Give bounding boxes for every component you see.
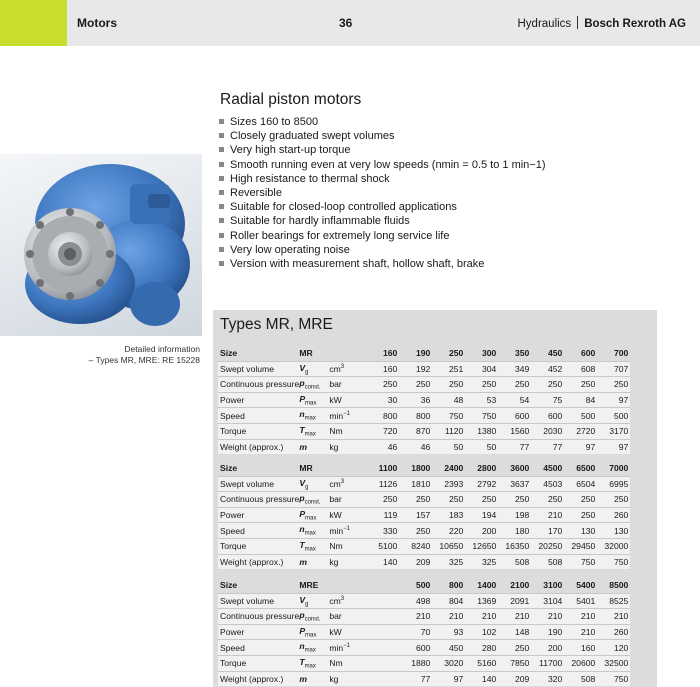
cell-value: 190	[531, 624, 564, 640]
cell-value: 97	[432, 671, 465, 686]
cell-value: 120	[597, 640, 630, 656]
page-number: 36	[339, 16, 353, 30]
feature-item: Smooth running even at very low speeds (nmin = 0.5 to 1 min−1)	[219, 158, 546, 172]
specs-table-mr-large	[218, 461, 630, 569]
row-unit: kg	[329, 554, 366, 569]
cell-value: 53	[465, 392, 498, 408]
cell-value: 70	[399, 624, 432, 640]
square-bullet-icon	[219, 218, 224, 223]
cell-value: 11700	[531, 655, 564, 671]
row-label: Speed	[218, 640, 299, 656]
header-accent-block	[0, 0, 67, 46]
cell-value: 250	[366, 377, 399, 393]
cell-value: 3104	[531, 593, 564, 609]
row-label: Power	[218, 624, 299, 640]
feature-item: Version with measurement shaft, hollow shaft, brake	[219, 257, 546, 271]
cell-value: 8525	[597, 593, 630, 609]
cell-value: 250	[597, 377, 630, 393]
type-label: MR	[299, 348, 313, 359]
row-label: Continuous pressure	[218, 492, 299, 508]
cell-value: 250	[564, 377, 597, 393]
cell-value: 750	[465, 408, 498, 424]
feature-item: Roller bearings for extremely long service life	[219, 229, 546, 243]
table-row	[218, 609, 630, 625]
table-row	[218, 554, 630, 569]
feature-item: Suitable for closed-loop controlled applications	[219, 200, 546, 214]
row-unit: $cm^3$	[329, 593, 366, 609]
table-row	[218, 507, 630, 523]
size-value: 3100	[543, 580, 563, 591]
size-value: 190	[415, 348, 431, 359]
cell-value: 750	[597, 554, 630, 569]
cell-value: 200	[465, 523, 498, 539]
cell-value: 800	[399, 408, 432, 424]
table-row	[218, 671, 630, 686]
table-row	[218, 423, 630, 439]
row-label: Weight (approx.)	[218, 671, 299, 686]
cell-value: 3020	[432, 655, 465, 671]
cell-value: 870	[399, 423, 432, 439]
unit-header-spacer	[329, 461, 366, 476]
cell-value: 325	[465, 554, 498, 569]
row-label: Torque	[218, 538, 299, 554]
cell-value: 8240	[399, 538, 432, 554]
size-value: 6500	[576, 463, 596, 474]
cell-value: 32000	[597, 538, 630, 554]
cell-value	[366, 593, 399, 609]
cell-value: 804	[432, 593, 465, 609]
cell-value: 250	[564, 507, 597, 523]
cell-value: 77	[399, 671, 432, 686]
table-row	[218, 593, 630, 609]
row-label: Speed	[218, 523, 299, 539]
cell-value: 508	[498, 554, 531, 569]
types-title: Types MR, MRE	[220, 316, 333, 333]
cell-value: 12650	[465, 538, 498, 554]
table-row	[218, 377, 630, 393]
table-row	[218, 492, 630, 508]
cell-value: 250	[465, 377, 498, 393]
cell-value: 500	[564, 408, 597, 424]
size-value: 2100	[510, 580, 530, 591]
cell-value: 119	[366, 507, 399, 523]
brand	[518, 16, 687, 30]
cell-value: 102	[465, 624, 498, 640]
cell-value: 32500	[597, 655, 630, 671]
row-label: Power	[218, 507, 299, 523]
size-value: 2400	[444, 463, 464, 474]
cell-value: 750	[597, 671, 630, 686]
row-symbol: $n_{max}$	[299, 523, 329, 539]
cell-value: 2720	[564, 423, 597, 439]
feature-item: Suitable for hardly inflammable fluids	[219, 214, 546, 228]
cell-value: 800	[366, 408, 399, 424]
cell-value: 2091	[498, 593, 531, 609]
row-symbol: m	[299, 671, 329, 686]
cell-value: 707	[597, 361, 630, 377]
cell-value: 210	[432, 609, 465, 625]
row-symbol: $V_g$	[299, 593, 329, 609]
size-value: 600	[580, 348, 596, 359]
row-unit: bar	[329, 377, 366, 393]
cell-value	[366, 609, 399, 625]
cell-value: 97	[597, 439, 630, 454]
cell-value: 250	[531, 492, 564, 508]
feature-item: Sizes 160 to 8500	[219, 115, 546, 129]
row-label: Swept volume	[218, 361, 299, 377]
cell-value: 500	[597, 408, 630, 424]
square-bullet-icon	[219, 147, 224, 152]
size-value: 700	[613, 348, 629, 359]
cell-value: 325	[432, 554, 465, 569]
row-unit: $\min^{-1}$	[329, 640, 366, 656]
cell-value: 210	[531, 507, 564, 523]
size-value: 5400	[576, 580, 596, 591]
row-label: Torque	[218, 423, 299, 439]
row-symbol: m	[299, 439, 329, 454]
row-label: Power	[218, 392, 299, 408]
cell-value: 330	[366, 523, 399, 539]
row-label: Weight (approx.)	[218, 439, 299, 454]
cell-value: 194	[465, 507, 498, 523]
cell-value: 2393	[432, 476, 465, 492]
cell-value: 1880	[399, 655, 432, 671]
cell-value: 260	[597, 507, 630, 523]
cell-value: 600	[399, 640, 432, 656]
page-main-title: Radial piston motors	[220, 91, 362, 108]
type-label: MRE	[299, 580, 319, 591]
specs-table-mr-small	[218, 346, 630, 454]
row-unit: Nm	[329, 655, 366, 671]
cell-value: 36	[399, 392, 432, 408]
brand-company: Bosch Rexroth AG	[584, 18, 686, 30]
row-unit: $cm^3$	[329, 361, 366, 377]
type-label: MR	[299, 463, 313, 474]
row-label: Swept volume	[218, 593, 299, 609]
cell-value: 50	[432, 439, 465, 454]
cell-value: 209	[498, 671, 531, 686]
cell-value: 5401	[564, 593, 597, 609]
cell-value: 250	[432, 377, 465, 393]
square-bullet-icon	[219, 119, 224, 124]
cell-value: 250	[597, 492, 630, 508]
cell-value: 209	[399, 554, 432, 569]
cell-value: 198	[498, 507, 531, 523]
cell-value: 600	[498, 408, 531, 424]
table-row	[218, 523, 630, 539]
row-symbol: $V_g$	[299, 476, 329, 492]
cell-value: 450	[432, 640, 465, 656]
cell-value: 250	[399, 492, 432, 508]
row-unit: Nm	[329, 538, 366, 554]
cell-value: 140	[366, 554, 399, 569]
row-unit: Nm	[329, 423, 366, 439]
feature-item: High resistance to thermal shock	[219, 172, 546, 186]
size-value: 350	[514, 348, 530, 359]
cell-value: 250	[531, 377, 564, 393]
size-value: 2800	[477, 463, 497, 474]
cell-value: 160	[564, 640, 597, 656]
size-value: 1800	[411, 463, 431, 474]
cell-value: 148	[498, 624, 531, 640]
cell-value: 46	[366, 439, 399, 454]
row-symbol: $n_{max}$	[299, 408, 329, 424]
radial-piston-motor-illustration	[0, 154, 202, 336]
cell-value: 192	[399, 361, 432, 377]
row-symbol: $P_{max}$	[299, 624, 329, 640]
cell-value: 20250	[531, 538, 564, 554]
table-row	[218, 538, 630, 554]
feature-item: Very high start-up torque	[219, 143, 546, 157]
square-bullet-icon	[219, 133, 224, 138]
cell-value: 210	[531, 609, 564, 625]
cell-value: 750	[432, 408, 465, 424]
cell-value: 75	[531, 392, 564, 408]
size-label: Size	[220, 348, 238, 359]
cell-value: 77	[531, 439, 564, 454]
square-bullet-icon	[219, 261, 224, 266]
cell-value: 250	[465, 492, 498, 508]
cell-value: 210	[465, 609, 498, 625]
cell-value: 30	[366, 392, 399, 408]
row-label: Continuous pressure	[218, 609, 299, 625]
table-row	[218, 655, 630, 671]
feature-item: Closely graduated swept volumes	[219, 129, 546, 143]
cell-value: 600	[531, 408, 564, 424]
table-row	[218, 476, 630, 492]
row-label: Continuous pressure	[218, 377, 299, 393]
cell-value: 508	[564, 671, 597, 686]
table-row	[218, 392, 630, 408]
square-bullet-icon	[219, 176, 224, 181]
unit-header-spacer	[329, 346, 366, 361]
size-value: 300	[481, 348, 497, 359]
row-unit: kW	[329, 624, 366, 640]
size-value: 1400	[477, 580, 497, 591]
row-unit: $\min^{-1}$	[329, 408, 366, 424]
cell-value: 320	[531, 671, 564, 686]
row-symbol: m	[299, 554, 329, 569]
cell-value: 250	[399, 523, 432, 539]
cell-value: 4503	[531, 476, 564, 492]
row-symbol: $P_{max}$	[299, 392, 329, 408]
size-value: 7000	[609, 463, 629, 474]
row-unit: kg	[329, 671, 366, 686]
table-row	[218, 624, 630, 640]
row-unit: $cm^3$	[329, 476, 366, 492]
cell-value: 130	[564, 523, 597, 539]
cell-value: 5100	[366, 538, 399, 554]
section-title: Motors	[77, 16, 117, 30]
cell-value: 250	[366, 492, 399, 508]
cell-value: 349	[498, 361, 531, 377]
size-value: 800	[448, 580, 464, 591]
table-row	[218, 640, 630, 656]
cell-value: 1560	[498, 423, 531, 439]
cell-value: 54	[498, 392, 531, 408]
cell-value: 210	[399, 609, 432, 625]
cell-value: 250	[498, 377, 531, 393]
size-value: 450	[547, 348, 563, 359]
cell-value: 3170	[597, 423, 630, 439]
cell-value: 84	[564, 392, 597, 408]
cell-value: 750	[564, 554, 597, 569]
cell-value: 7850	[498, 655, 531, 671]
cell-value: 1810	[399, 476, 432, 492]
cell-value: 160	[366, 361, 399, 377]
cell-value: 720	[366, 423, 399, 439]
table-row	[218, 361, 630, 377]
size-value: 8500	[609, 580, 629, 591]
row-label: Torque	[218, 655, 299, 671]
cell-value: 452	[531, 361, 564, 377]
cell-value: 250	[498, 640, 531, 656]
cell-value	[366, 624, 399, 640]
cell-value: 170	[531, 523, 564, 539]
cell-value: 6995	[597, 476, 630, 492]
page-header	[0, 0, 700, 46]
motor-photo	[0, 154, 202, 336]
cell-value: 48	[432, 392, 465, 408]
size-header-row	[218, 461, 630, 476]
size-value: 4500	[543, 463, 563, 474]
row-symbol: $T_{max}$	[299, 655, 329, 671]
row-symbol: $T_{max}$	[299, 538, 329, 554]
row-unit: kW	[329, 392, 366, 408]
cell-value: 93	[432, 624, 465, 640]
cell-value: 183	[432, 507, 465, 523]
cell-value: 210	[498, 609, 531, 625]
cell-value: 97	[564, 439, 597, 454]
cell-value: 46	[399, 439, 432, 454]
square-bullet-icon	[219, 247, 224, 252]
cell-value: 5160	[465, 655, 498, 671]
cell-value: 6504	[564, 476, 597, 492]
row-symbol: $p_{const.}$	[299, 609, 329, 625]
size-value: 250	[448, 348, 464, 359]
cell-value: 250	[564, 492, 597, 508]
size-label: Size	[220, 463, 238, 474]
size-header-row	[218, 346, 630, 361]
cell-value: 50	[465, 439, 498, 454]
cell-value: 304	[465, 361, 498, 377]
brand-separator	[577, 16, 578, 29]
square-bullet-icon	[219, 190, 224, 195]
unit-header-spacer	[329, 578, 366, 593]
cell-value: 1369	[465, 593, 498, 609]
cell-value: 10650	[432, 538, 465, 554]
row-unit: kW	[329, 507, 366, 523]
cell-value: 220	[432, 523, 465, 539]
cell-value: 157	[399, 507, 432, 523]
feature-item: Very low operating noise	[219, 243, 546, 257]
row-unit: kg	[329, 439, 366, 454]
row-label: Speed	[218, 408, 299, 424]
cell-value: 210	[564, 609, 597, 625]
row-symbol: $P_{max}$	[299, 507, 329, 523]
table-row	[218, 408, 630, 424]
row-label: Swept volume	[218, 476, 299, 492]
square-bullet-icon	[219, 162, 224, 167]
cell-value: 180	[498, 523, 531, 539]
cell-value: 1380	[465, 423, 498, 439]
cell-value: 508	[531, 554, 564, 569]
cell-value: 140	[465, 671, 498, 686]
cell-value: 250	[432, 492, 465, 508]
row-label: Weight (approx.)	[218, 554, 299, 569]
cell-value: 2792	[465, 476, 498, 492]
cell-value: 29450	[564, 538, 597, 554]
brand-division: Hydraulics	[517, 18, 572, 30]
cell-value: 3637	[498, 476, 531, 492]
cell-value: 251	[432, 361, 465, 377]
table-row	[218, 439, 630, 454]
cell-value: 210	[564, 624, 597, 640]
square-bullet-icon	[219, 233, 224, 238]
size-header-row	[218, 578, 630, 593]
row-symbol: $T_{max}$	[299, 423, 329, 439]
cell-value: 1126	[366, 476, 399, 492]
cell-value: 210	[597, 609, 630, 625]
size-label: Size	[220, 580, 238, 591]
cell-value: 250	[399, 377, 432, 393]
cell-value: 77	[498, 439, 531, 454]
feature-item: Reversible	[219, 186, 546, 200]
row-unit: bar	[329, 609, 366, 625]
cell-value: 97	[597, 392, 630, 408]
row-unit: $\min^{-1}$	[329, 523, 366, 539]
row-symbol: $p_{const.}$	[299, 377, 329, 393]
cell-value	[366, 640, 399, 656]
cell-value	[366, 655, 399, 671]
size-value: 1100	[378, 463, 398, 474]
specs-table-mre	[218, 578, 630, 686]
cell-value: 16350	[498, 538, 531, 554]
square-bullet-icon	[219, 204, 224, 209]
row-unit: bar	[329, 492, 366, 508]
row-symbol: $V_g$	[299, 361, 329, 377]
cell-value: 280	[465, 640, 498, 656]
feature-list	[219, 115, 546, 271]
cell-value: 200	[531, 640, 564, 656]
cell-value	[366, 671, 399, 686]
cell-value: 250	[498, 492, 531, 508]
cell-value: 1120	[432, 423, 465, 439]
size-value: 160	[382, 348, 398, 359]
cell-value: 2030	[531, 423, 564, 439]
cell-value: 498	[399, 593, 432, 609]
size-value: 3600	[510, 463, 530, 474]
cell-value: 130	[597, 523, 630, 539]
size-value: 500	[415, 580, 431, 591]
row-symbol: $p_{const.}$	[299, 492, 329, 508]
cell-value: 20600	[564, 655, 597, 671]
size-value	[366, 578, 399, 593]
cell-value: 260	[597, 624, 630, 640]
detailed-info-note: Detailed information – Types MR, MRE: RE 15228	[88, 344, 200, 365]
row-symbol: $n_{max}$	[299, 640, 329, 656]
cell-value: 608	[564, 361, 597, 377]
